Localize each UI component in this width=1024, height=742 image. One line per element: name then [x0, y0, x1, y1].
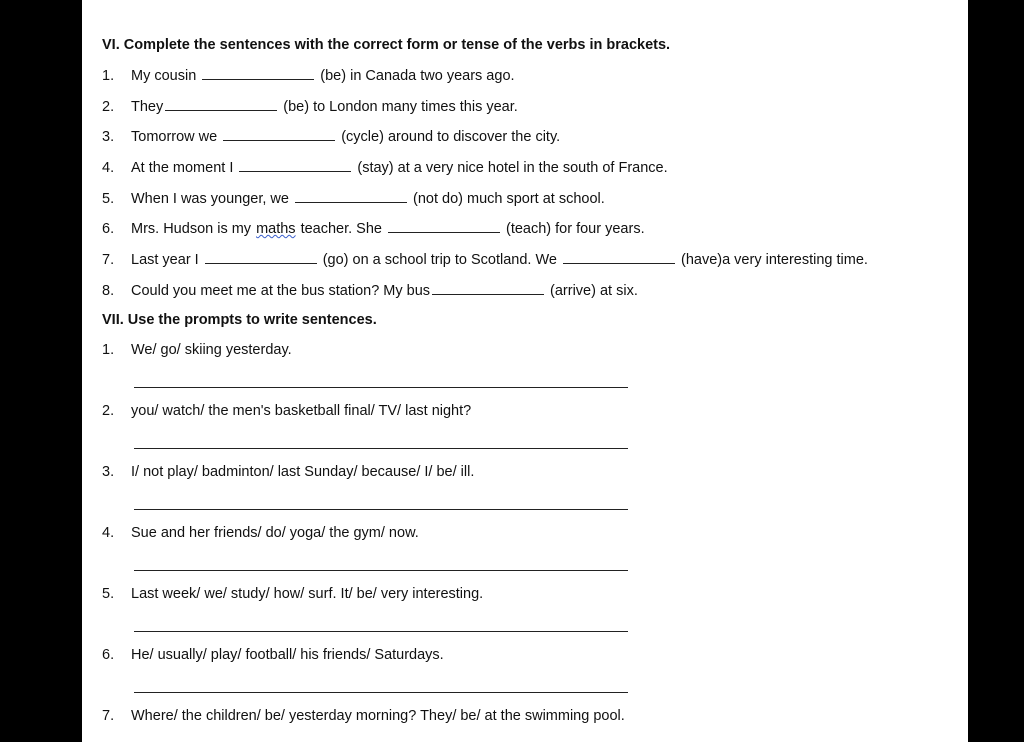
item-text: (go) on a school trip to Scotland. We [322, 252, 557, 268]
item-text: (stay) at a very nice hotel in the south of France. [357, 160, 668, 176]
answer-line[interactable] [134, 509, 628, 510]
exercise-item [102, 98, 518, 115]
exercise-item [102, 128, 560, 145]
exercise-item [102, 159, 668, 176]
item-text: (arrive) at six. [550, 283, 638, 299]
item-number: 2. [102, 99, 115, 115]
answer-line[interactable] [134, 692, 628, 693]
item-text: Tomorrow we [131, 129, 218, 145]
item-number: 8. [102, 283, 115, 299]
prompt-item [102, 464, 474, 480]
item-number: 2. [102, 403, 115, 419]
item-number: 5. [102, 586, 115, 602]
prompt-item [102, 586, 483, 602]
answer-blank[interactable] [295, 190, 407, 203]
exercise-item [102, 251, 868, 268]
item-number: 1. [102, 68, 115, 84]
item-text: teacher. She [300, 221, 382, 237]
item-text: (be) in Canada two years ago. [320, 68, 515, 84]
answer-blank[interactable] [388, 220, 500, 233]
exercise-item [102, 282, 638, 299]
section-7-title: VII. Use the prompts to write sentences. [102, 312, 377, 328]
flagged-word: maths [256, 221, 296, 237]
item-number: 5. [102, 191, 115, 207]
prompt-item [102, 342, 292, 358]
prompt-item [102, 403, 471, 419]
answer-blank[interactable] [432, 282, 544, 295]
prompt-text: you/ watch/ the men's basketball final/ TV/ last night? [131, 403, 472, 419]
answer-blank[interactable] [205, 251, 317, 264]
item-text: Mrs. Hudson is my [131, 221, 252, 237]
item-text: When I was younger, we [131, 191, 289, 207]
prompt-text: We/ go/ skiing yesterday. [131, 342, 292, 358]
answer-line[interactable] [134, 448, 628, 449]
item-text: Last year I [131, 252, 199, 268]
answer-blank[interactable] [239, 159, 351, 172]
worksheet-page [82, 0, 968, 742]
item-number: 7. [102, 252, 115, 268]
item-number: 4. [102, 525, 115, 541]
prompt-text: Last week/ we/ study/ how/ surf. It/ be/ very interesting. [131, 586, 484, 602]
item-text: At the moment I [131, 160, 234, 176]
prompt-item [102, 647, 444, 663]
answer-blank[interactable] [202, 67, 314, 80]
item-text: (teach) for four years. [505, 221, 645, 237]
item-text: (be) to London many times this year. [283, 99, 518, 115]
item-text: (cycle) around to discover the city. [341, 129, 561, 145]
answer-blank[interactable] [223, 128, 335, 141]
item-text: (have)a very interesting time. [680, 252, 868, 268]
item-number: 6. [102, 647, 115, 663]
item-text: (not do) much sport at school. [412, 191, 605, 207]
item-number: 1. [102, 342, 115, 358]
answer-blank[interactable] [165, 98, 277, 111]
exercise-item [102, 220, 645, 237]
prompt-item [102, 708, 625, 724]
item-number: 3. [102, 464, 115, 480]
prompt-item [102, 525, 419, 541]
item-number: 6. [102, 221, 115, 237]
section-6-title: VI. Complete the sentences with the correct form or tense of the verbs in brackets. [102, 37, 671, 53]
item-text: They [131, 99, 164, 115]
answer-line[interactable] [134, 570, 628, 571]
item-number: 7. [102, 708, 115, 724]
answer-line[interactable] [134, 631, 628, 632]
answer-line[interactable] [134, 387, 628, 388]
item-number: 3. [102, 129, 115, 145]
exercise-item [102, 190, 605, 207]
prompt-text: I/ not play/ badminton/ last Sunday/ because/ I/ be/ ill. [131, 464, 475, 480]
answer-blank[interactable] [563, 251, 675, 264]
exercise-item [102, 67, 515, 84]
item-text: Could you meet me at the bus station? My bus [131, 283, 431, 299]
item-text: My cousin [131, 68, 197, 84]
prompt-text: He/ usually/ play/ football/ his friends/ Saturdays. [131, 647, 444, 663]
prompt-text: Where/ the children/ be/ yesterday morning? They/ be/ at the swimming pool. [131, 708, 625, 724]
item-number: 4. [102, 160, 115, 176]
prompt-text: Sue and her friends/ do/ yoga/ the gym/ now. [131, 525, 419, 541]
